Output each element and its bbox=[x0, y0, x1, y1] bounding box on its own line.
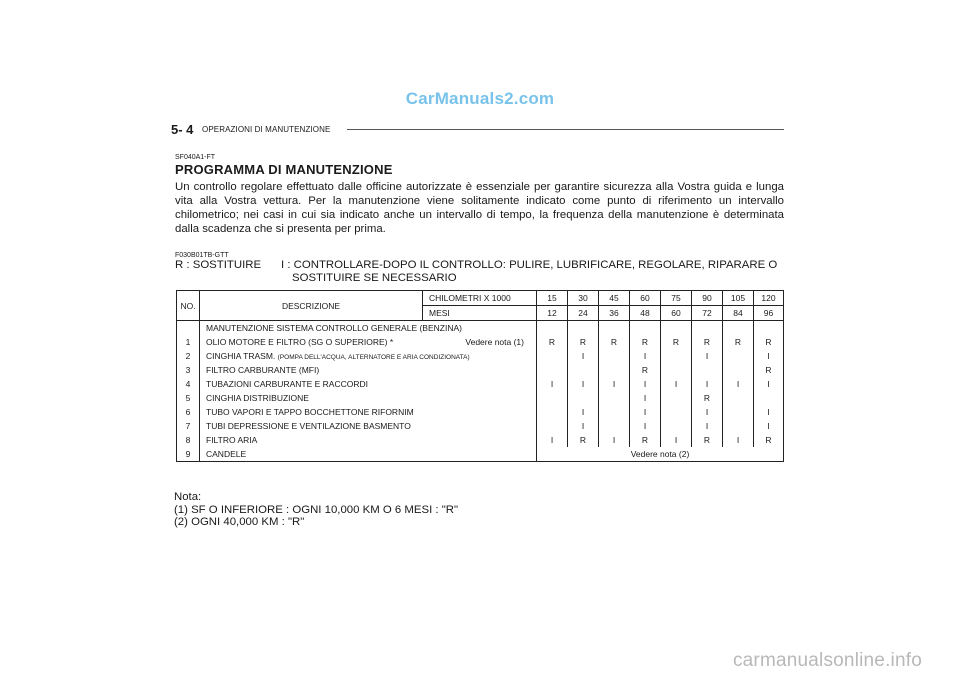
row-interval-value: I bbox=[630, 405, 661, 419]
header-km-value: 60 bbox=[630, 291, 661, 306]
legend-inspect-line1: I : CONTROLLARE-DOPO IL CONTROLLO: PULIRE, LUBRIFICARE, REGOLARE, RIPARARE O bbox=[281, 259, 778, 271]
row-interval-value bbox=[723, 405, 754, 419]
row-note: Vedere nota (1) bbox=[423, 335, 537, 349]
row-interval-value bbox=[723, 363, 754, 377]
row-description-text: FILTRO CARBURANTE (MFI) bbox=[206, 365, 320, 375]
row-interval-value: R bbox=[568, 433, 599, 447]
row-interval-value: I bbox=[630, 349, 661, 363]
group-empty-cell bbox=[537, 321, 568, 336]
row-interval-value: R bbox=[723, 335, 754, 349]
row-interval-value: I bbox=[692, 405, 723, 419]
row-interval-value bbox=[599, 391, 630, 405]
header-month-value: 84 bbox=[723, 306, 754, 321]
row-interval-value: I bbox=[630, 377, 661, 391]
row-interval-value: R bbox=[754, 363, 784, 377]
row-interval-value bbox=[537, 391, 568, 405]
row-interval-value: I bbox=[630, 419, 661, 433]
header-months-label: MESI bbox=[423, 306, 537, 321]
row-interval-value: I bbox=[630, 391, 661, 405]
row-number: 2 bbox=[177, 349, 200, 363]
table-row bbox=[177, 433, 784, 447]
legend-code: F030B01TB-GTT bbox=[175, 252, 229, 259]
row-description-text: TUBAZIONI CARBURANTE E RACCORDI bbox=[206, 379, 368, 389]
page-number: 5- 4 bbox=[171, 122, 194, 137]
row-description-text: FILTRO ARIA bbox=[206, 435, 258, 445]
row-description bbox=[200, 377, 537, 391]
row-description-text: CINGHIA TRASM. bbox=[206, 351, 276, 361]
row-interval-value: R bbox=[630, 335, 661, 349]
row-description-text: CANDELE bbox=[206, 449, 247, 459]
notes-title: Nota: bbox=[174, 491, 202, 503]
row-number: 9 bbox=[177, 447, 200, 462]
row-interval-value: I bbox=[692, 349, 723, 363]
row-interval-value: I bbox=[692, 419, 723, 433]
group-title: MANUTENZIONE SISTEMA CONTROLLO GENERALE (BENZINA) bbox=[200, 321, 537, 336]
row-number: 1 bbox=[177, 335, 200, 349]
row-interval-value bbox=[537, 349, 568, 363]
header-km-value: 75 bbox=[661, 291, 692, 306]
legend-replace: R : SOSTITUIRE bbox=[175, 259, 262, 271]
header-km-value: 120 bbox=[754, 291, 784, 306]
group-empty-cell bbox=[599, 321, 630, 336]
table-row bbox=[177, 363, 784, 377]
legend-inspect-line2: SOSTITUIRE SE NECESSARIO bbox=[292, 271, 457, 284]
header-month-value: 96 bbox=[754, 306, 784, 321]
row-interval-value: I bbox=[537, 377, 568, 391]
group-empty-cell bbox=[754, 321, 784, 336]
header-descrizione: DESCRIZIONE bbox=[200, 291, 423, 321]
row-interval-value: I bbox=[754, 349, 784, 363]
watermark-top[interactable]: CarManuals2.com bbox=[405, 89, 555, 108]
table-row bbox=[177, 419, 784, 433]
table-row bbox=[177, 349, 784, 363]
row-interval-value bbox=[661, 405, 692, 419]
header-month-value: 24 bbox=[568, 306, 599, 321]
notes bbox=[174, 491, 458, 529]
row-interval-value: I bbox=[692, 377, 723, 391]
row-interval-value: I bbox=[537, 433, 568, 447]
row-interval-value: I bbox=[754, 405, 784, 419]
section-code: SF040A1-FT bbox=[175, 154, 216, 161]
row-number: 7 bbox=[177, 419, 200, 433]
table-row bbox=[177, 447, 784, 462]
row-description bbox=[200, 349, 537, 363]
row-description bbox=[200, 405, 537, 419]
row-interval-value bbox=[599, 349, 630, 363]
row-span-note: Vedere nota (2) bbox=[537, 447, 784, 462]
row-interval-value: I bbox=[723, 377, 754, 391]
row-interval-value: I bbox=[568, 349, 599, 363]
row-description-text: TUBO VAPORI E TAPPO BOCCHETTONE RIFORNIM bbox=[206, 407, 414, 417]
row-interval-value bbox=[723, 391, 754, 405]
row-interval-value: R bbox=[568, 335, 599, 349]
row-number: 6 bbox=[177, 405, 200, 419]
row-number: 3 bbox=[177, 363, 200, 377]
row-interval-value bbox=[692, 363, 723, 377]
group-empty-cell bbox=[568, 321, 599, 336]
row-interval-value: I bbox=[568, 405, 599, 419]
row-interval-value: I bbox=[661, 433, 692, 447]
header-rule bbox=[347, 129, 784, 130]
row-interval-value: R bbox=[661, 335, 692, 349]
intro-paragraph: Un controllo regolare effettuato dalle officine autorizzate è essenziale per garantire sicurezza alla Vostra guida e lunga vita alla Vostra vettura. Per la manutenzione viene solitamente indicato come punto di riferimento un intervallo chilometrico; nei casi in cui sia indicato anche un intervallo di tempo, la frequenza della manutenzione è determinata dalla scadenza che si presenta per prima. bbox=[175, 181, 784, 235]
table-row bbox=[177, 377, 784, 391]
row-number: 8 bbox=[177, 433, 200, 447]
row-interval-value: I bbox=[661, 377, 692, 391]
row-description-detail: (POMPA DELL'ACQUA, ALTERNATORE E ARIA CONDIZIONATA) bbox=[277, 354, 470, 361]
page-title: PROGRAMMA DI MANUTENZIONE bbox=[175, 162, 393, 177]
header-no: NO. bbox=[177, 291, 200, 321]
row-interval-value: I bbox=[599, 377, 630, 391]
row-interval-value: I bbox=[568, 419, 599, 433]
note-1: (1) SF O INFERIORE : OGNI 10,000 KM O 6 MESI : "R" bbox=[174, 503, 459, 516]
row-interval-value bbox=[661, 419, 692, 433]
row-interval-value bbox=[661, 363, 692, 377]
row-interval-value bbox=[754, 391, 784, 405]
row-interval-value: I bbox=[754, 377, 784, 391]
group-empty-cell bbox=[630, 321, 661, 336]
row-interval-value: R bbox=[754, 433, 784, 447]
table-header-row-km bbox=[177, 291, 784, 306]
row-interval-value bbox=[599, 419, 630, 433]
table-row bbox=[177, 405, 784, 419]
table-row bbox=[177, 391, 784, 405]
row-interval-value bbox=[723, 419, 754, 433]
row-description bbox=[200, 391, 537, 405]
row-description: OLIO MOTORE E FILTRO (SG O SUPERIORE) * bbox=[206, 337, 394, 347]
row-interval-value bbox=[599, 405, 630, 419]
header-km-label: CHILOMETRI X 1000 bbox=[423, 291, 537, 306]
group-empty-cell bbox=[692, 321, 723, 336]
row-interval-value bbox=[661, 349, 692, 363]
row-interval-value: R bbox=[630, 433, 661, 447]
table-row bbox=[177, 335, 784, 349]
header-month-value: 48 bbox=[630, 306, 661, 321]
row-interval-value: R bbox=[692, 335, 723, 349]
row-description bbox=[200, 363, 537, 377]
row-interval-value: R bbox=[692, 433, 723, 447]
row-interval-value bbox=[723, 349, 754, 363]
row-interval-value: R bbox=[692, 391, 723, 405]
row-interval-value bbox=[537, 363, 568, 377]
header-km-value: 90 bbox=[692, 291, 723, 306]
note-2: (2) OGNI 40,000 KM : "R" bbox=[174, 516, 305, 528]
row-interval-value: R bbox=[599, 335, 630, 349]
header-month-value: 36 bbox=[599, 306, 630, 321]
header-km-value: 45 bbox=[599, 291, 630, 306]
row-interval-value: I bbox=[599, 433, 630, 447]
header-km-value: 30 bbox=[568, 291, 599, 306]
row-description-text: CINGHIA DISTRIBUZIONE bbox=[206, 393, 309, 403]
row-interval-value: R bbox=[537, 335, 568, 349]
header-month-value: 72 bbox=[692, 306, 723, 321]
row-number: 4 bbox=[177, 377, 200, 391]
row-description-text: TUBI DEPRESSIONE E VENTILAZIONE BASMENTO bbox=[206, 421, 411, 431]
row-interval-value bbox=[661, 391, 692, 405]
row-interval-value bbox=[568, 391, 599, 405]
maintenance-table bbox=[176, 290, 784, 462]
group-title-row bbox=[177, 321, 784, 336]
row-interval-value bbox=[599, 363, 630, 377]
row-interval-value: I bbox=[754, 419, 784, 433]
row-interval-value bbox=[537, 405, 568, 419]
group-empty-cell bbox=[661, 321, 692, 336]
group-no-cell bbox=[177, 321, 200, 336]
row-number: 5 bbox=[177, 391, 200, 405]
section-title: OPERAZIONI DI MANUTENZIONE bbox=[202, 125, 331, 134]
row-interval-value: R bbox=[754, 335, 784, 349]
row-description bbox=[200, 447, 537, 462]
row-interval-value: R bbox=[630, 363, 661, 377]
header-month-value: 12 bbox=[537, 306, 568, 321]
header-km-value: 105 bbox=[723, 291, 754, 306]
row-interval-value: I bbox=[723, 433, 754, 447]
row-description bbox=[200, 419, 537, 433]
row-interval-value bbox=[537, 419, 568, 433]
row-interval-value: I bbox=[568, 377, 599, 391]
row-interval-value bbox=[568, 363, 599, 377]
group-empty-cell bbox=[723, 321, 754, 336]
header-month-value: 60 bbox=[661, 306, 692, 321]
header-km-value: 15 bbox=[537, 291, 568, 306]
row-description bbox=[200, 433, 537, 447]
legend-inspect bbox=[281, 259, 784, 284]
watermark-bottom[interactable]: carmanualsonline.info bbox=[732, 650, 922, 671]
